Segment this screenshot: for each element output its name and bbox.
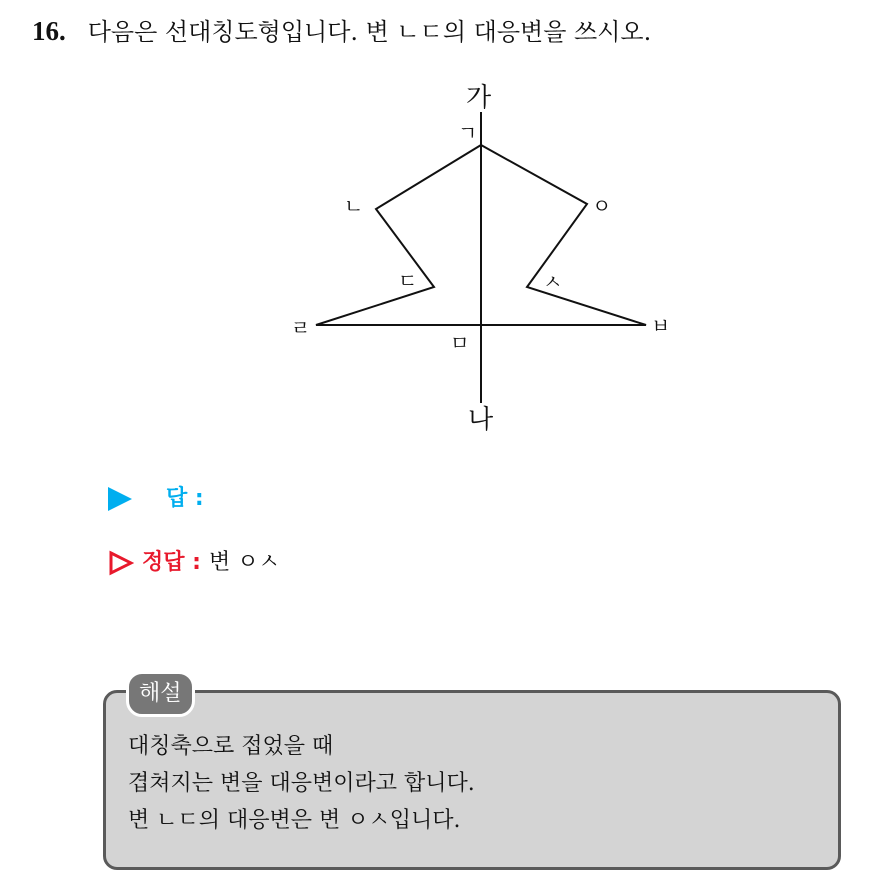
- explanation-line: 변 ㄴㄷ의 대응변은 변 ㅇㅅ입니다.: [128, 808, 461, 833]
- axis-bottom-label: 나: [468, 405, 494, 435]
- answer-row: [108, 484, 212, 514]
- answer-label: 답 :: [166, 486, 204, 511]
- question-text: 다음은 선대칭도형입니다. 변 ㄴㄷ의 대응변을 쓰시오.: [87, 18, 652, 46]
- axis-top-label: 가: [466, 83, 492, 113]
- vertex-label-s: ㅅ: [543, 270, 563, 294]
- correct-label: 정답 :: [142, 550, 201, 575]
- question-number: 16.: [32, 16, 66, 46]
- play-triangle-icon: [108, 487, 132, 511]
- vertex-label-b: ㅂ: [651, 314, 671, 338]
- vertex-label-d: ㄷ: [398, 269, 418, 293]
- outline-triangle-icon: [108, 550, 134, 576]
- vertex-label-o: ㅇ: [592, 194, 612, 218]
- vertex-label-r: ㄹ: [291, 316, 311, 340]
- correct-answer-row: [108, 548, 280, 578]
- vertex-label-g: ㄱ: [458, 121, 478, 145]
- explanation-tag: 해설: [126, 671, 195, 717]
- correct-value: 변 ㅇㅅ: [208, 550, 280, 575]
- explanation-line: 겹쳐지는 변을 대응변이라고 합니다.: [128, 771, 475, 796]
- explanation-line: 대칭축으로 접었을 때: [128, 734, 334, 759]
- explanation-text: [128, 728, 475, 839]
- vertex-label-n: ㄴ: [344, 194, 364, 218]
- vertex-label-m: ㅁ: [450, 331, 470, 355]
